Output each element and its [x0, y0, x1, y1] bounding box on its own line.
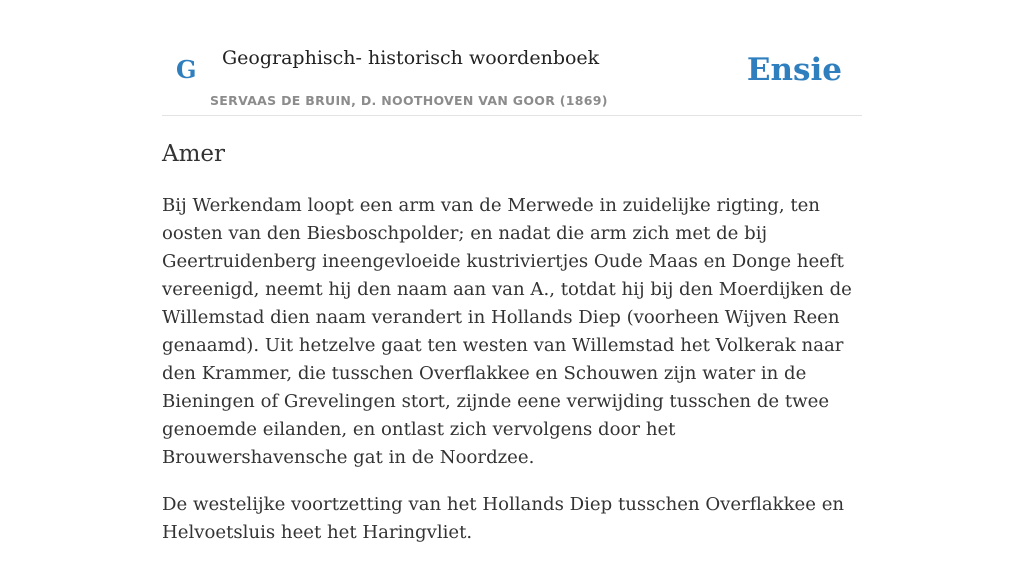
ensie-logo[interactable]: Ensie: [746, 52, 842, 88]
entry-title: Amer: [162, 141, 226, 167]
page-content: [162, 0, 862, 543]
entry-paragraph: Bij Werkendam loopt een arm van de Merwede in zuidelijke rigting, ten oosten van den Biesboschpolder; en nadat die arm zich met de bij Geertruidenberg ineengevloeide kustriviertjes Oude Maas en Donge heeft vereenigd, neemt hij den naam aan van A., totdat hij bij den Moerdijken de Willemstad dien naam verandert in Hollands Diep (voorheen Wijven Reen genaamd). Uit hetzelve gaat ten westen van Willemstad het Volkerak naar den Krammer, die tusschen Overflakkee en Schouwen zijn water in de Bieningen of Grevelingen stort, zijnde eene verwijding tusschen de twee genoemde eilanden, en ontlast zich vervolgens door het Brouwershavensche gat in de Noordzee.: [162, 195, 852, 468]
source-logo-icon[interactable]: G: [176, 55, 197, 84]
source-header: [162, 0, 862, 116]
source-author: SERVAAS DE BRUIN, D. NOOTHOVEN VAN GOOR (1869): [210, 93, 608, 108]
entry-paragraph: De westelijke voortzetting van het Hollands Diep tusschen Overflakkee en Helvoetsluis heet het Haringvliet.: [162, 494, 845, 543]
source-title-link[interactable]: Geographisch- historisch woordenboek: [222, 47, 600, 69]
entry-body: [162, 192, 862, 566]
